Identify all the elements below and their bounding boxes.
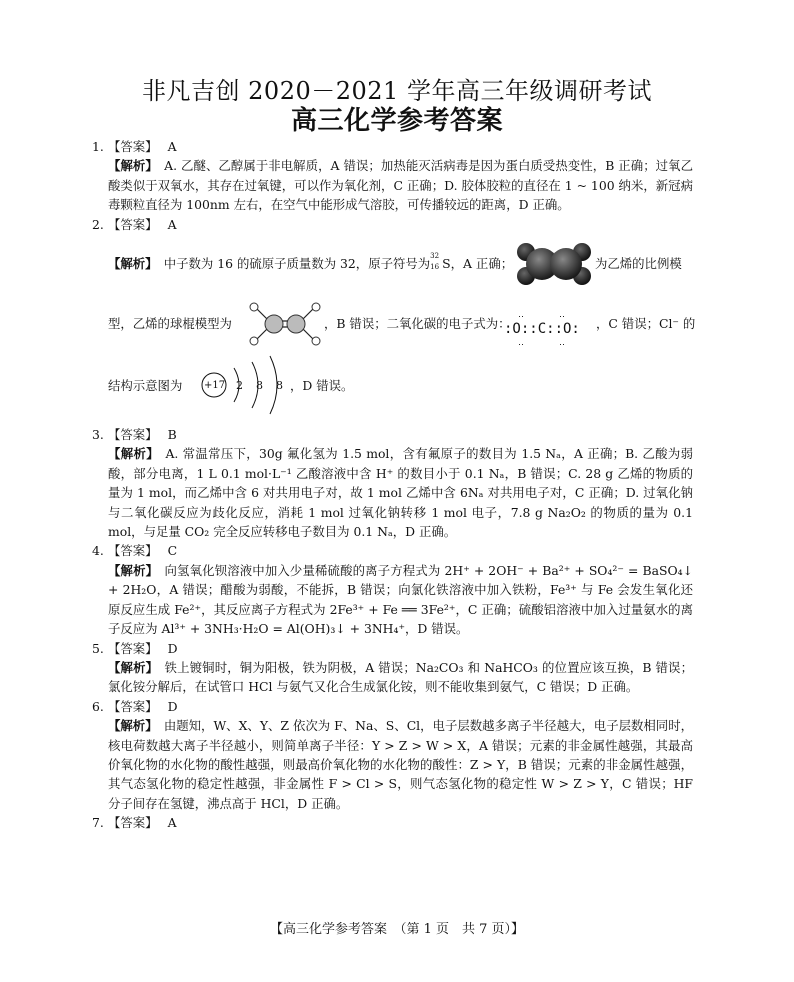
question-1-explanation: 【解析】 A. 乙醚、乙醇属于非电解质，A 错误；加热能灭活病毒是因为蛋白质受热变性，B 正确；过氧乙酸类似于双氧水，其存在过氧键，可以作为氧化剂，C 正确；D. 胶体胶粒的直径在 1 ~ 100 纳米，新冠病毒颗粒直径为 100nm 左右，在空气中能形成气溶胶，可传播较远的距离，D 正确。 bbox=[108, 158, 693, 213]
answer-label: 【答案】 bbox=[108, 139, 158, 154]
page-title: 非凡吉创 2020－2021 学年高三年级调研考试 bbox=[142, 77, 652, 105]
answer-label: 【答案】 bbox=[108, 543, 158, 559]
explain-label: 【解析】 bbox=[108, 256, 152, 272]
explain-label: 【解析】 bbox=[108, 562, 152, 578]
explain-label: 【解析】 bbox=[108, 659, 152, 675]
question-5-answer: 5. 【答案】 D bbox=[108, 639, 693, 658]
ethylene-space-filling-model bbox=[514, 242, 594, 286]
question-4-explanation: 【解析】 向氢氧化钡溶液中加入少量稀硫酸的离子方程式为 2H⁺ + 2OH⁻ + Ba²⁺ + SO₄²⁻ = BaSO₄↓ + 2H₂O，A 错误；醋酸为弱酸，不能拆，B 错误；向氯化铁溶液中加入铁粉，Fe³⁺ 与 Fe 会发生氧化还原反应生成 Fe²⁺，其反应离子方程式为 2Fe³⁺ + Fe ══ 3Fe²⁺，C 正确；硫酸铝溶液中加入过量氨水的离子反应为 Al³⁺ + 3NH₃·H₂O = Al(OH)₃↓ + 3NH₄⁺，D 错误。 bbox=[108, 562, 693, 637]
question-1-answer: 1. 【答案】 A bbox=[108, 137, 693, 156]
question-3-answer: 3. 【答案】 B bbox=[108, 425, 693, 444]
question-2-line-1: 【解析】 中子数为 16 的硫原子质量数为 32，原子符号为 32 16 S，A 正确； 为乙烯的比例模 bbox=[108, 234, 693, 292]
question-6-explanation: 【解析】 由题知，W、X、Y、Z 依次为 F、Na、S、Cl，电子层数越多离子半径越大，电子层数相同时，核电荷数越大离子半径越小，则简单离子半径：Y > Z > W > X，A 错误；元素的非金属性越强，其最高价氧化物的水化物的酸性越强，则最高价氧化物的水化物的酸性：Z > Y，B 错误；元素的非金属性越强，其气态氢化物的稳定性越强，非金属性 F > Cl > S，则气态氢化物的稳定性 W > Z > Y，C 错误；HF 分子间存在氢键，沸点高于 HCl，D 正确。 bbox=[108, 718, 693, 811]
answer-value: A bbox=[167, 815, 177, 831]
answer-value: A bbox=[167, 216, 177, 232]
answer-label: 【答案】 bbox=[108, 427, 158, 443]
question-6-answer: 6. 【答案】 D bbox=[108, 697, 693, 716]
answer-label: 【答案】 bbox=[108, 640, 158, 656]
question-2-line-2: 型，乙烯的球棍模型为 ，B 错误；二氧化碳的电子式为： ‥ ‥ :O::C::O: ‥ ‥ ，C 错误；Cl⁻ 的 bbox=[108, 292, 693, 350]
explain-label: 【解析】 bbox=[108, 158, 152, 174]
page-footer: 【高三化学参考答案 （第 1 页 共 7 页）】 bbox=[269, 922, 525, 937]
answer-value: A bbox=[167, 139, 177, 154]
answer-value: C bbox=[167, 543, 178, 559]
answer-value: D bbox=[167, 640, 178, 656]
ethylene-ball-stick-model bbox=[246, 302, 324, 346]
answer-label: 【答案】 bbox=[108, 216, 158, 232]
question-7-answer: 7. 【答案】 A bbox=[108, 813, 693, 832]
question-5-explanation: 【解析】 铁上镀铜时，铜为阳极，铁为阴极，A 错误；Na₂CO₃ 和 NaHCO₃ 的位置应该互换，B 错误；氯化铵分解后，在试管口 HCl 与氨气又化合生成氯化铵，则不能收集到氨气，C 错误；D 正确。 bbox=[108, 659, 693, 695]
explain-label: 【解析】 bbox=[108, 718, 152, 734]
question-2-line-3: 结构示意图为 +17 2 8 8 ，D 错误。 bbox=[108, 350, 693, 420]
answer-value: B bbox=[167, 427, 177, 443]
answer-label: 【答案】 bbox=[108, 698, 158, 714]
answer-value: D bbox=[167, 698, 178, 714]
answer-label: 【答案】 bbox=[108, 815, 158, 831]
question-2-answer: 2. 【答案】 A bbox=[108, 215, 693, 234]
answer-list bbox=[92, 137, 696, 833]
explain-label: 【解析】 bbox=[108, 446, 153, 462]
question-3-explanation: 【解析】 A. 常温常压下，30g 氟化氢为 1.5 mol，含有氟原子的数目为 1.5 Nₐ，A 正确；B. 乙酸为弱酸，部分电离，1 L 0.1 mol·L⁻¹ 乙酸溶液中含 H⁺ 的数目小于 0.1 Nₐ，B 错误；C. 28 g 乙烯的物质的量为 1 mol，而乙烯中含 6 对共用电子对，故 1 mol 乙烯中含 6Nₐ 对共用电子对，C 正确；D. 过氧化钠与二氧化碳反应为歧化反应，消耗 1 mol 过氧化钠转移 1 mol 电子，7.8 g Na₂O₂ 的物质的量为 0.1 mol，与足量 CO₂ 完全反应转移电子数目为 0.1 Nₐ，D 正确。 bbox=[108, 446, 693, 540]
page-subtitle: 高三化学参考答案 bbox=[290, 106, 503, 136]
question-4-answer: 4. 【答案】 C bbox=[108, 541, 693, 560]
co2-electron-formula: ‥ ‥ :O::C::O: ‥ ‥ bbox=[504, 310, 580, 349]
